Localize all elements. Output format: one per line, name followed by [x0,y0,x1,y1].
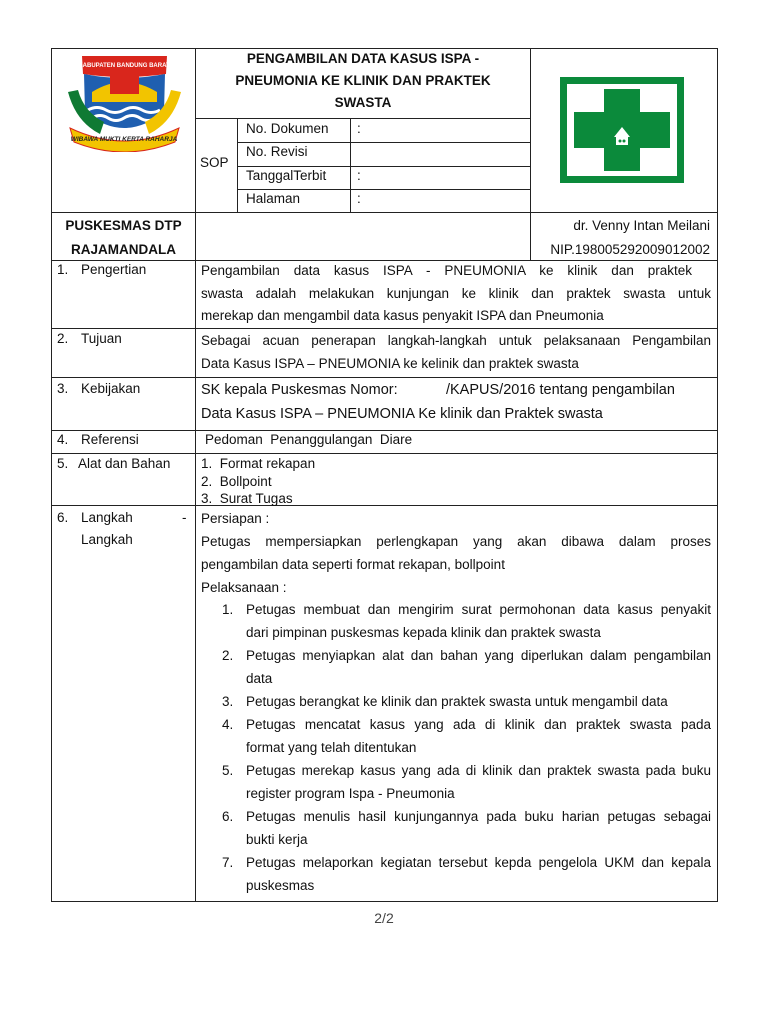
meta-label-no-revisi: No. Revisi [246,144,308,159]
section-6-label-dash: - [182,510,187,525]
step-item [222,690,711,713]
section-2-content [201,329,711,375]
step-line: dari pimpinan puskesmas kepada klinik dan praktek swasta [246,625,601,640]
step-line: bukti kerja [246,832,308,847]
pelaksanaan-title: Pelaksanaan : [201,580,287,595]
step-line: Petugas mencatat kasus yang ada di klinik dan praktek swasta pada [246,717,711,732]
step-line: format yang telah ditentukan [246,740,417,755]
step-line: data [246,671,273,686]
border-right [717,48,718,901]
sop-column-divider [237,118,238,212]
signer-nip: NIP.198005292009012002 [550,242,710,257]
section-6-number: 6. [57,510,69,525]
section-6-label-line-1: Langkah [81,510,133,525]
section-1-label: Pengertian [81,262,147,277]
section-1-content [201,260,711,328]
document-title [196,48,530,114]
section-2-label: Tujuan [81,331,122,346]
signer-block [538,214,710,262]
list-item [201,473,315,491]
meta-value-divider [350,118,351,212]
step-line: Petugas membuat dan mengirim surat permohonan data kasus penyakit [246,602,711,617]
title-line-2: PNEUMONIA KE KLINIK DAN PRAKTEK [235,73,491,88]
step-line: Petugas menyiapkan alat dan bahan yang diperlukan dalam pengambilan [246,648,711,663]
section-3-line-2: Data Kasus ISPA – PNEUMONIA Ke klinik dan Praktek swasta [201,406,603,422]
institution-line-2: RAJAMANDALA [71,242,176,257]
emblem-roof [110,74,139,94]
step-number: 7. [222,855,234,870]
meta-value-no-dokumen: : [357,121,361,136]
step-line: Petugas merekap kasus yang ada di klinik dan praktek swasta pada buku [246,763,711,778]
step-number: 3. [222,694,234,709]
row-divider-5 [51,505,718,506]
list-item-text: Bollpoint [219,473,272,489]
step-line: Petugas menulis hasil kunjungannya pada buku harian petugas sebagai [246,809,711,824]
section-3-label: Kebijakan [81,381,141,396]
meta-value-tanggal-terbit: : [357,168,361,183]
pelaksanaan-steps [222,598,711,897]
persiapan-line-2: pengambilan data seperti format rekapan, bollpoint [201,557,505,572]
logo-column-divider [530,48,531,260]
emblem-top-text: KABUPATEN BANDUNG BARAT [78,63,170,69]
section-1-line-2: swasta adalah melakukan kunjungan ke klinik dan praktek swasta untuk [201,285,711,301]
step-line: puskesmas [246,878,315,893]
emblem-motto-text: WIBAWA MUKTI KERTA RAHARJA [70,136,178,143]
step-line: Petugas melaporkan kegiatan tersebut kepda pengelola UKM dan kepala [246,855,711,870]
cross-house-dot-1 [619,140,622,143]
list-item-number: 1. [201,456,213,471]
step-item [222,759,711,805]
section-5-list [201,455,315,508]
puskesmas-cross-logo [558,75,686,185]
signer-name: dr. Venny Intan Meilani [573,218,710,233]
border-left [51,48,52,901]
institution-name [52,214,195,262]
persiapan-title: Persiapan : [201,511,270,526]
meta-label-tanggal-terbit: TanggalTerbit [246,168,327,183]
step-item [222,851,711,897]
step-item [222,713,711,759]
border-bottom [51,901,718,902]
label-column-divider [195,48,196,901]
section-4-number: 4. [57,432,69,447]
list-item-text: Format rekapan [219,456,316,471]
step-line: Petugas berangkat ke klinik dan praktek swasta untuk mengambil data [246,694,668,709]
step-number: 4. [222,717,234,732]
header-divider [51,212,718,213]
page-number: 2/2 [374,910,394,926]
persiapan-line-1: Petugas mempersiapkan perlengkapan yang akan dibawa dalam proses [201,534,711,549]
bandung-barat-emblem [62,52,187,152]
section-1-line-3: merekap dan mengambil data kasus penyakit ISPA dan Pneumonia [201,308,604,323]
cross-house-dot-2 [623,140,626,143]
list-item-number: 2. [201,473,213,489]
meta-label-halaman: Halaman [246,191,301,206]
step-number: 6. [222,809,234,824]
step-item [222,805,711,851]
list-item [201,490,315,508]
section-2-line-1: Sebagai acuan penerapan langkah-langkah untuk pelaksanaan Pengambilan [201,333,711,348]
step-item [222,644,711,690]
cross-house-body [616,137,628,145]
step-item [222,598,711,644]
section-5-number: 5. [57,456,69,471]
title-divider [195,118,530,119]
section-2-number: 2. [57,331,69,346]
section-6-label-line-2: Langkah [81,532,133,547]
list-item-text: Surat Tugas [219,491,293,506]
section-4-content: Pedoman Penanggulangan Diare [205,432,413,447]
step-number: 1. [222,602,234,617]
section-2-line-2: Data Kasus ISPA – PNEUMONIA ke kelinik dan praktek swasta [201,356,579,371]
section-4-label: Referensi [81,432,139,447]
sop-label: SOP [200,155,229,170]
section-3-line-1: SK kepala Puskesmas Nomor: /KAPUS/2016 tentang pengambilan [201,382,675,398]
section-5-label: Alat dan Bahan [78,456,171,471]
section-3-number: 3. [57,381,69,396]
meta-value-halaman: : [357,191,361,206]
step-line: register program Ispa - Pneumonia [246,786,455,801]
section-1-line-1: Pengambilan data kasus ISPA - PNEUMONIA ke klinik dan praktek [201,263,692,278]
list-item-number: 3. [201,491,213,506]
institution-line-1: PUSKESMAS DTP [65,218,182,233]
meta-label-no-dokumen: No. Dokumen [246,121,329,136]
step-number: 2. [222,648,234,663]
title-line-1: PENGAMBILAN DATA KASUS ISPA - [246,51,480,66]
row-divider-4 [51,453,718,454]
section-3-content [201,378,711,426]
list-item [201,455,315,473]
title-line-3: SWASTA [334,95,392,110]
step-number: 5. [222,763,234,778]
section-6-content [201,507,711,599]
section-1-number: 1. [57,262,69,277]
